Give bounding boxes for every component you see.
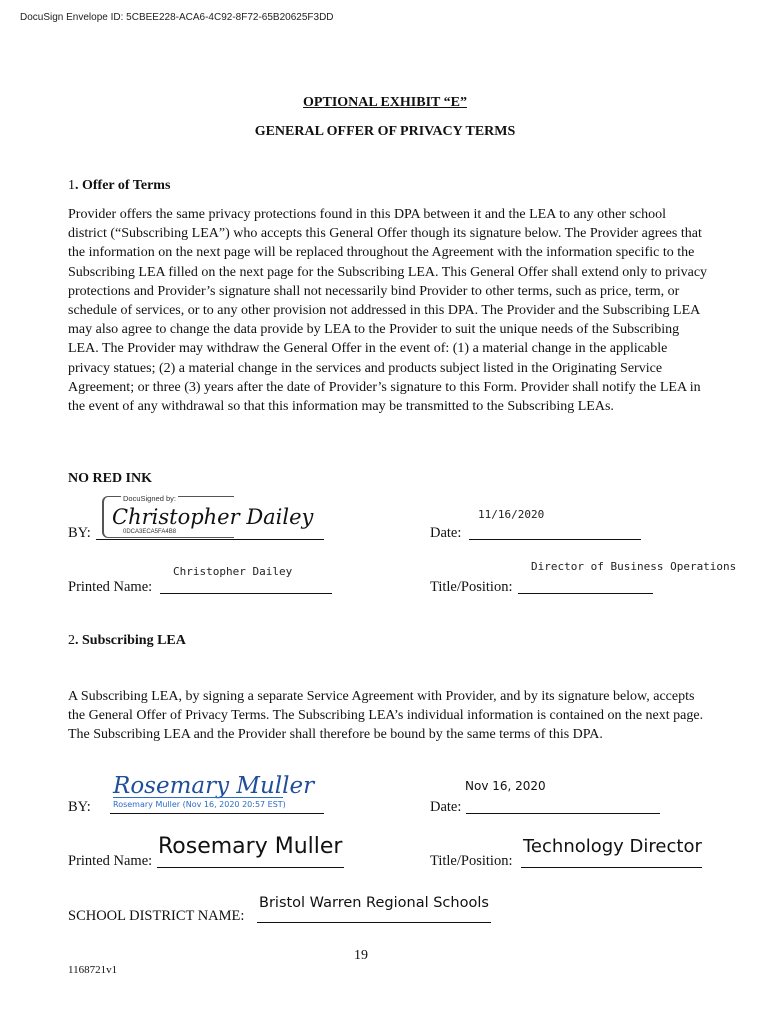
provider-by-label: BY:: [68, 525, 91, 541]
lea-signature: Rosemary Muller: [113, 773, 315, 799]
provider-printed-name-line: [160, 593, 332, 594]
section-2-body: A Subscribing LEA, by signing a separate Service Agreement with Provider, and by its signature below, accepts the General Offer of Privacy Terms. The Subscribing LEA’s individual information is contained on the next page. The Subscribing LEA and the Provider shall therefore be bound by the same terms of this DPA.: [68, 689, 704, 743]
district-name-label: SCHOOL DISTRICT NAME:: [68, 908, 245, 924]
lea-date-value: Nov 16, 2020: [465, 779, 546, 793]
document-id: 1168721v1: [68, 964, 118, 976]
provider-date-label: Date:: [430, 525, 462, 541]
section-1-heading: [68, 178, 170, 194]
no-red-ink-label: NO RED INK: [68, 471, 153, 486]
offer-title: GENERAL OFFER OF PRIVACY TERMS: [254, 124, 516, 139]
page-number: 19: [354, 948, 368, 963]
provider-title-value: Director of Business Operations: [531, 560, 737, 573]
lea-printed-name-label: Printed Name:: [68, 853, 153, 869]
section-1-title: . Offer of Terms: [75, 178, 171, 193]
provider-printed-name-label: Printed Name:: [68, 579, 153, 595]
lea-signature-stamp: Rosemary Muller (Nov 16, 2020 20:57 EST): [113, 800, 286, 809]
provider-date-line: [469, 539, 641, 540]
envelope-id: DocuSign Envelope ID: 5CBEE228-ACA6-4C92-8F72-65B20625F3DD: [20, 12, 334, 23]
lea-date-line: [466, 813, 660, 814]
provider-by-line: [96, 539, 324, 540]
provider-date-value: 11/16/2020: [478, 508, 545, 521]
lea-signature-underline: [113, 797, 283, 798]
docusigned-by-label: DocuSigned by:: [123, 494, 176, 503]
lea-title-label: Title/Position:: [430, 853, 513, 869]
lea-by-line: [110, 813, 324, 814]
provider-title-line: [518, 593, 653, 594]
lea-printed-name-line: [157, 867, 344, 868]
provider-title-label: Title/Position:: [430, 579, 513, 595]
lea-title-value: Technology Director: [523, 836, 702, 857]
section-1-body: Provider offers the same privacy protections found in this DPA between it and the LEA to any other school district (“Subscribing LEA”) who accepts this General Offer though its signature below. The Provider agrees that the information on the next page will be replaced throughout the Agreement with the information specific to the Subscribing LEA filled on the next page for the Subscribing LEA. This General Offer shall extend only to privacy protections and Provider’s signature shall not necessarily bind Provider to other terms, such as price, term, or schedule of services, or to any other provision not addressed in this DPA. The Provider and the Subscribing LEA may also agree to change the data provide by LEA to the Provider to suit the unique needs of the Subscribing LEA. The Provider may withdraw the General Offer in the event of: (1) a material change in the applicable privacy statues; (2) a material change in the services and products subject listed in the Originating Service Agreement; or three (3) years after the date of Provider’s signature to this Form. Provider shall notify the LEA in the event of any withdrawal so that this information may be transmitted to the Subscribing LEAs.: [68, 207, 708, 415]
district-name-line: [257, 922, 491, 923]
lea-title-line: [521, 867, 702, 868]
district-name-value: Bristol Warren Regional Schools: [259, 895, 489, 911]
lea-by-label: BY:: [68, 799, 91, 815]
lea-date-label: Date:: [430, 799, 462, 815]
docusign-id: 0DCA3ECA5FA4B8: [123, 529, 177, 535]
exhibit-title: OPTIONAL EXHIBIT “E”: [303, 95, 467, 110]
section-2-heading: [68, 633, 186, 649]
provider-signature: Christopher Dailey: [112, 505, 314, 529]
section-2-title: . Subscribing LEA: [75, 633, 186, 648]
lea-printed-name-value: Rosemary Muller: [158, 834, 343, 859]
section-1-number: 1: [68, 178, 75, 193]
provider-printed-name-value: Christopher Dailey: [173, 565, 293, 578]
section-2-number: 2: [68, 633, 75, 648]
